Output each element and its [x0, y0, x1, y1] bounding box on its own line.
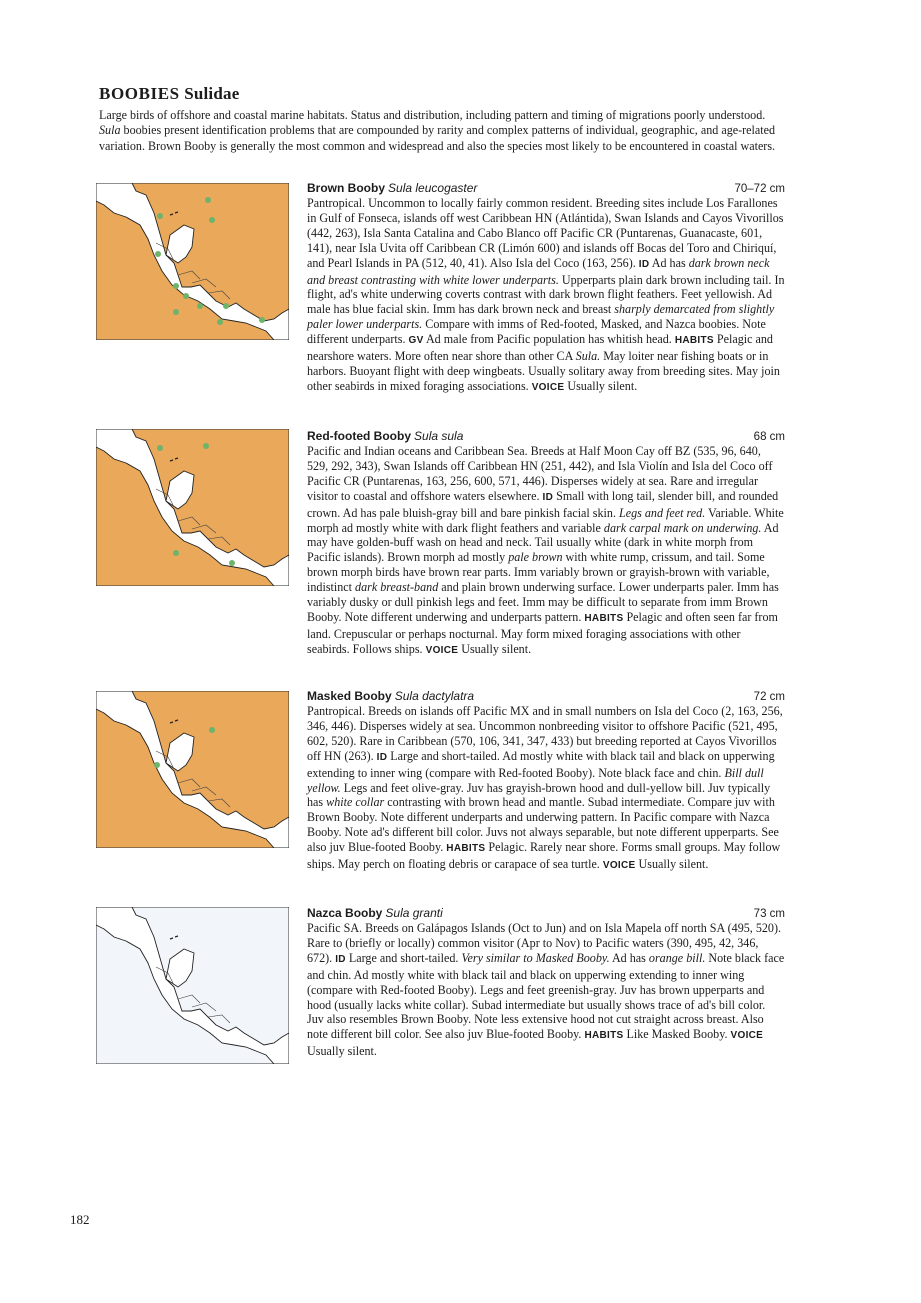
range-dot	[197, 303, 203, 309]
species-size: 68 cm	[753, 431, 785, 443]
species-entry-nazca-booby	[307, 906, 785, 1059]
species-size: 72 cm	[753, 691, 785, 703]
text-run: contrasting with brown head and mantle. Subad intermediate. Compare juv with Brown Booby. Note different underparts and underwing pattern. In Pacific compare with Nazca Booby. Note ad's different bill color. Juvs not always separable, but note different upperparts. See also juv Blue-footed Booby.	[307, 795, 779, 855]
text-run: Pelagic. Rarely near shore. Forms small groups. May follow ships. May perch on floating debris or carapace of sea turtle.	[307, 840, 781, 872]
italic-run: dark breast-band	[355, 580, 439, 595]
text-run: Pantropical. Uncommon to locally fairly common resident. Breeding sites include Los Farallones in Gulf of Fonseca, islands off west Caribbean HN (Atlántida), Swan Islands and Cayos Vivorillos (442, 263), Isla Santa Catalina and Cabo Blanco off Pacific CR (Puntarenas, Guanacaste, 601, 141), near Isla Uvita off Caribbean CR (Limón 600) and islands off Bocas del Toro and Chiriquí, and Pearl Islands in PA (512, 40, 41). Also Isla del Coco (163, 256).	[307, 196, 784, 270]
text-run: Pacific SA. Breeds on Galápagos Islands (Oct to Jun) and on Isla Mapela off north SA (495, 520). Rare to (briefly or locally) common visitor (Apr to Nov) to Pacific waters (390, 495, 42, 346, 672).	[307, 921, 782, 965]
text-run: Ad has	[609, 950, 649, 965]
species-common-name: Brown Booby	[307, 181, 385, 195]
species-entry-brown-booby	[307, 181, 785, 396]
text-run: Ad may have golden-buff wash on head and neck. Tail usually white (dark in white morph from Pacific islands). Brown morph ad mostly	[307, 520, 779, 565]
text-run: Like Masked Booby.	[623, 1027, 731, 1042]
section-keyword: GV	[408, 335, 424, 347]
text-run: Ad has	[649, 255, 689, 270]
text-run: and plain brown underwing surface. Lower underparts paler. Imm has variably dusky or dull pinkish legs and feet. Imm may be difficult to separate from imm Brown Booby. Note different underwing and underparts pattern.	[307, 580, 779, 624]
species-common-name: Red-footed Booby	[307, 429, 411, 443]
section-keyword: ID	[335, 953, 346, 965]
range-dot	[173, 309, 179, 315]
page-number: 182	[70, 1212, 90, 1227]
section-keyword: HABITS	[584, 612, 624, 624]
section-keyword: HABITS	[446, 843, 486, 855]
species-common-name: Nazca Booby	[307, 906, 383, 920]
range-dot	[209, 217, 215, 223]
range-map-masked-booby	[96, 691, 289, 848]
text-run: Upperparts plain dark brown including tail. In flight, ad's white underwing coverts contrast with dark brown flight feathers. Feet yellowish. Ad male has blue facial skin. Imm has dark brown neck and breast	[307, 272, 785, 317]
text-run: May loiter near fishing boats or in harbors. Buoyant flight with deep wingbeats. Usually solitary away from breeding sites. May join other seabirds in mixed foraging associations.	[307, 349, 780, 393]
section-keyword: HABITS	[674, 335, 714, 347]
text-run: Usually silent.	[307, 1044, 377, 1059]
range-dot	[173, 283, 179, 289]
range-dot	[205, 197, 211, 203]
text-run: Compare with imms of Red-footed, Masked, and Nazca boobies. Note different underparts.	[307, 317, 766, 347]
range-dot	[259, 317, 265, 323]
text-run: Note black face and chin. Ad mostly white with black tail and black on upperwing extending to inner wing (compare with Red-footed Booby). Legs and feet greenish-gray. Juv has brown upperparts and hood (usually lacks white collar). Subad intermediate but usually shows trace of ad's bill color. Juv also resembles Brown Booby. Note less extensive hood not cut straight across breast. Also note different bill color. See also juv Blue-footed Booby.	[307, 950, 785, 1042]
range-dot	[183, 293, 189, 299]
text-run: Pantropical. Breeds on islands off Pacific MX and in small numbers on Isla del Coco (2, 163, 256, 346, 446). Disperses widely at sea. Uncommon nonbreeding visitor to offshore Pacific (521, 495, 602, 520). Rare in Caribbean (570, 106, 341, 347, 433) but breeding reported at Cayos Vivorillos off HN (263).	[307, 704, 783, 763]
range-dot	[217, 319, 223, 325]
italic-run: Bill dull yellow.	[307, 765, 764, 795]
species-size: 70–72 cm	[734, 183, 785, 195]
italic-run: Sula.	[575, 349, 601, 364]
text-run: boobies present identification problems that are compounded by rarity and complex patterns of individual, geographic, and age-related variation. Brown Booby is generally the most common and widespread and also the species most likely to be encountered in coastal waters.	[99, 123, 776, 153]
text-run: Large birds of offshore and coastal marine habitats. Status and distribution, including pattern and timing of migrations poorly understood.	[99, 108, 766, 122]
family-common-name: BOOBIES	[99, 84, 180, 103]
range-dot	[229, 560, 235, 566]
species-common-name: Masked Booby	[307, 689, 392, 703]
range-dot	[155, 251, 161, 257]
species-entry-masked-booby	[307, 689, 785, 874]
text-run: Small with long tail, slender bill, and rounded crown. Ad has pale bluish-gray bill and bare pinkish facial skin.	[307, 488, 779, 520]
species-size: 73 cm	[753, 908, 785, 920]
range-dot	[157, 445, 163, 451]
range-map-red-footed-booby	[96, 429, 289, 586]
species-account	[307, 704, 785, 874]
family-latin-name: Sulidae	[184, 84, 240, 103]
italic-run: orange bill.	[648, 950, 706, 965]
text-run: Usually silent.	[564, 378, 638, 393]
species-account	[307, 196, 785, 396]
species-scientific-name: Sula granti	[385, 906, 443, 920]
species-scientific-name: Sula leucogaster	[388, 181, 478, 195]
italic-run: Legs and feet red.	[619, 505, 706, 520]
section-keyword: VOICE	[730, 1030, 764, 1042]
italic-run: pale brown	[508, 550, 563, 565]
text-run: Legs and feet olive-gray. Juv has grayish-brown hood and dull-yellow bill. Juv typically has	[307, 780, 771, 810]
range-dot	[173, 550, 179, 556]
italic-run: dark brown neck and breast contrasting with white lower underparts.	[307, 255, 770, 287]
section-keyword: VOICE	[531, 381, 565, 393]
range-dot	[209, 727, 215, 733]
range-map-nazca-booby	[96, 907, 289, 1064]
italic-run: white collar	[326, 795, 385, 810]
species-scientific-name: Sula dactylatra	[394, 689, 475, 703]
italic-run: Very similar to Masked Booby.	[461, 950, 610, 965]
text-run: Usually silent.	[635, 857, 709, 872]
species-entry-red-footed-booby	[307, 429, 785, 659]
text-run: with white rump, crissum, and tail. Some brown morph birds have brown rear parts. Imm variably brown or grayish-brown with variable, indistinct	[307, 550, 770, 595]
text-run: Variable. White morph ad mostly white with dark flight feathers and variable	[307, 505, 784, 535]
text-run: Pelagic and nearshore waters. More often near shore than other CA	[307, 332, 773, 364]
section-keyword: VOICE	[602, 860, 636, 872]
section-keyword: ID	[638, 258, 650, 270]
text-run: Pelagic and often seen far from land. Crepuscular or perhaps nocturnal. May form mixed foraging associations with other seabirds. Follows ships.	[307, 609, 778, 656]
species-account	[307, 921, 785, 1059]
section-keyword: ID	[542, 491, 554, 503]
text-run: Pacific and Indian oceans and Caribbean Sea. Breeds at Half Moon Cay off BZ (535, 96, 640, 529, 292, 343), Swan Islands off Caribbean HN (251, 442), and Isla Violín and Isla del Coco off Pacific CR (Puntarenas, 163, 256, 600, 571, 446). Disperses widely at sea. Rare and irregular visitor to coastal and offshore waters elsewhere.	[307, 444, 773, 503]
italic-run: dark carpal mark on underwing.	[603, 520, 762, 535]
text-run: Usually silent.	[458, 641, 532, 656]
text-run: Large and short-tailed. Ad mostly white with black tail and black on upperwing extending to inner wing (compare with Red-footed Booby). Note black face and chin.	[307, 748, 775, 780]
range-map-brown-booby	[96, 183, 289, 340]
range-dot	[223, 303, 229, 309]
italic-run: Sula	[99, 123, 121, 138]
text-run: Large and short-tailed.	[345, 950, 462, 965]
range-dot	[154, 762, 160, 768]
section-keyword: ID	[376, 751, 388, 763]
range-dot	[157, 213, 163, 219]
page-title	[99, 84, 239, 104]
italic-run: sharply demarcated from slightly paler lower underparts.	[307, 302, 775, 332]
section-keyword: VOICE	[425, 644, 459, 656]
text-run: Ad male from Pacific population has whitish head.	[423, 332, 675, 347]
family-intro	[99, 108, 789, 154]
range-dot	[203, 443, 209, 449]
species-account	[307, 444, 785, 659]
section-keyword: HABITS	[584, 1030, 624, 1042]
species-scientific-name: Sula sula	[414, 429, 464, 443]
